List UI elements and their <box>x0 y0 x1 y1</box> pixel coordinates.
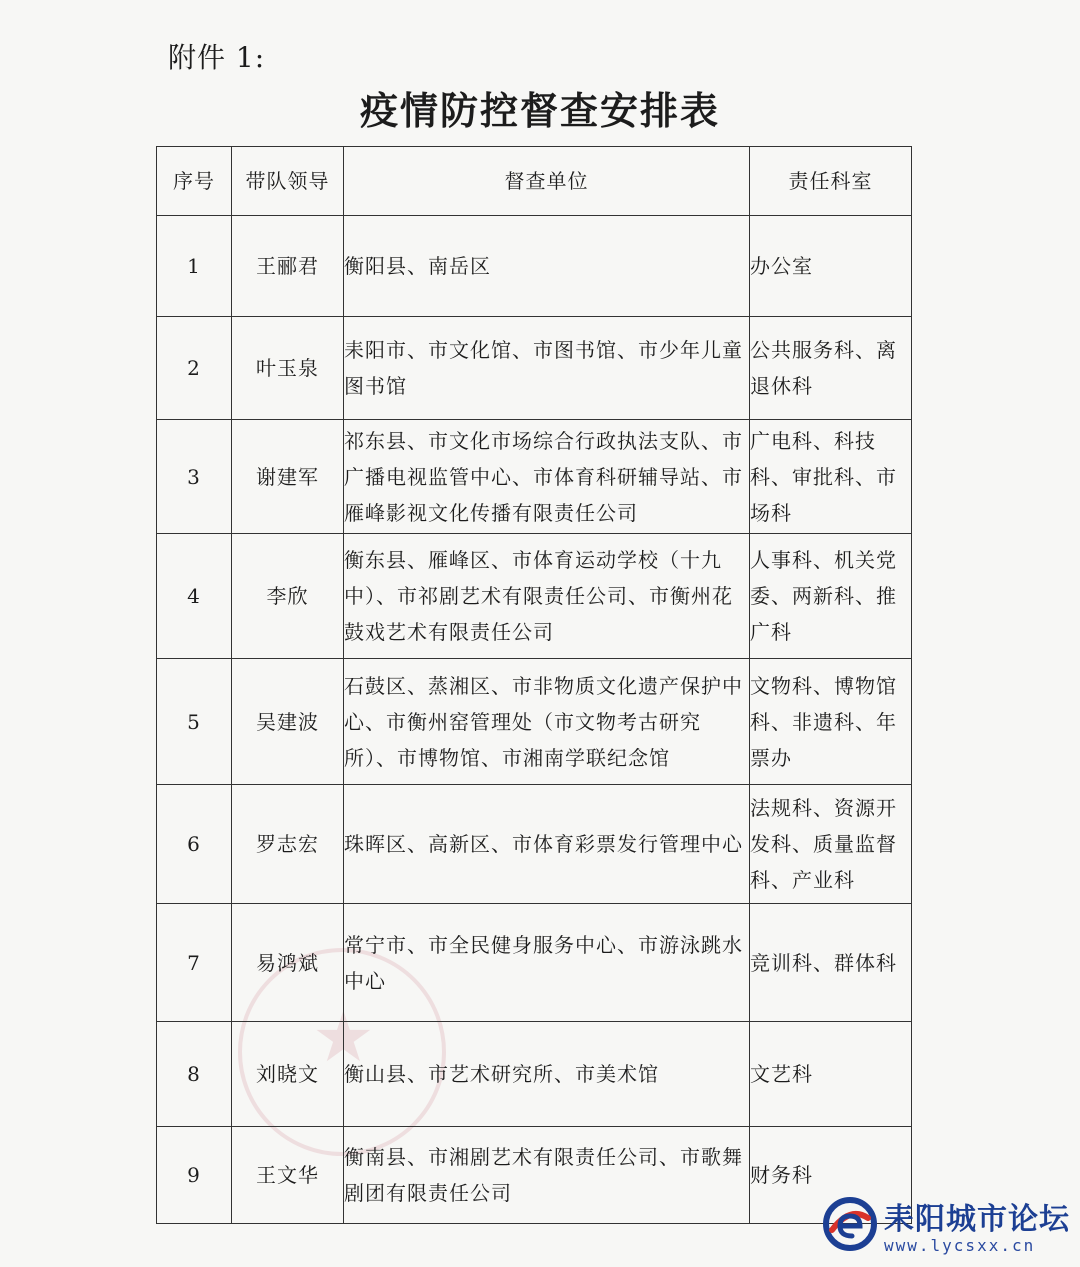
row-leader: 王郦君 <box>232 216 344 317</box>
row-num: 5 <box>157 659 232 785</box>
header-leader: 带队领导 <box>232 147 344 216</box>
forum-name: 耒阳城市论坛 <box>884 1202 1070 1237</box>
row-leader: 易鸿斌 <box>232 904 344 1022</box>
row-leader: 刘晓文 <box>232 1022 344 1127</box>
row-num: 6 <box>157 785 232 904</box>
forum-url: www.lycsxx.cn <box>884 1236 1036 1255</box>
row-num: 2 <box>157 317 232 420</box>
row-num: 8 <box>157 1022 232 1127</box>
row-leader: 王文华 <box>232 1127 344 1224</box>
row-units: 衡阳县、南岳区 <box>344 216 750 317</box>
attachment-label: 附件 1: <box>168 41 266 74</box>
row-units: 常宁市、市全民健身服务中心、市游泳跳水中心 <box>344 904 750 1022</box>
row-dept: 竞训科、群体科 <box>750 904 912 1022</box>
seal-star-icon: ★ <box>312 996 375 1078</box>
row-num: 4 <box>157 534 232 659</box>
table-row <box>157 534 912 659</box>
row-leader: 叶玉泉 <box>232 317 344 420</box>
table-header-row <box>157 147 912 216</box>
header-num: 序号 <box>157 147 232 216</box>
table-row <box>157 904 912 1022</box>
row-dept: 广电科、科技科、审批科、市场科 <box>750 420 912 534</box>
forum-watermark <box>822 1192 1072 1264</box>
table-row <box>157 785 912 904</box>
row-num: 7 <box>157 904 232 1022</box>
table-row <box>157 317 912 420</box>
row-leader: 李欣 <box>232 534 344 659</box>
row-units: 耒阳市、市文化馆、市图书馆、市少年儿童图书馆 <box>344 317 750 420</box>
row-leader: 吴建波 <box>232 659 344 785</box>
table-row <box>157 1127 912 1224</box>
header-dept: 责任科室 <box>750 147 912 216</box>
row-dept: 文艺科 <box>750 1022 912 1127</box>
row-dept: 办公室 <box>750 216 912 317</box>
row-dept: 法规科、资源开发科、质量监督科、产业科 <box>750 785 912 904</box>
table-row <box>157 420 912 534</box>
row-units: 珠晖区、高新区、市体育彩票发行管理中心 <box>344 785 750 904</box>
row-units: 衡东县、雁峰区、市体育运动学校（十九中）、市祁剧艺术有限责任公司、市衡州花鼓戏艺术有限责任公司 <box>344 534 750 659</box>
row-num: 1 <box>157 216 232 317</box>
row-units: 石鼓区、蒸湘区、市非物质文化遗产保护中心、市衡州窑管理处（市文物考古研究所）、市博物馆、市湘南学联纪念馆 <box>344 659 750 785</box>
row-dept: 财务科 <box>750 1127 912 1224</box>
document-title: 疫情防控督查安排表 <box>359 89 720 133</box>
row-dept: 公共服务科、离退休科 <box>750 317 912 420</box>
schedule-table <box>156 146 912 1224</box>
row-dept: 人事科、机关党委、两新科、推广科 <box>750 534 912 659</box>
table-row <box>157 1022 912 1127</box>
table-row <box>157 216 912 317</box>
e-logo-icon <box>822 1196 878 1252</box>
row-num: 9 <box>157 1127 232 1224</box>
row-units: 祁东县、市文化市场综合行政执法支队、市广播电视监管中心、市体育科研辅导站、市雁峰影视文化传播有限责任公司 <box>344 420 750 534</box>
table-row <box>157 659 912 785</box>
row-units: 衡南县、市湘剧艺术有限责任公司、市歌舞剧团有限责任公司 <box>344 1127 750 1224</box>
row-leader: 谢建军 <box>232 420 344 534</box>
row-leader: 罗志宏 <box>232 785 344 904</box>
row-units: 衡山县、市艺术研究所、市美术馆 <box>344 1022 750 1127</box>
row-dept: 文物科、博物馆科、非遗科、年票办 <box>750 659 912 785</box>
row-num: 3 <box>157 420 232 534</box>
header-units: 督查单位 <box>344 147 750 216</box>
